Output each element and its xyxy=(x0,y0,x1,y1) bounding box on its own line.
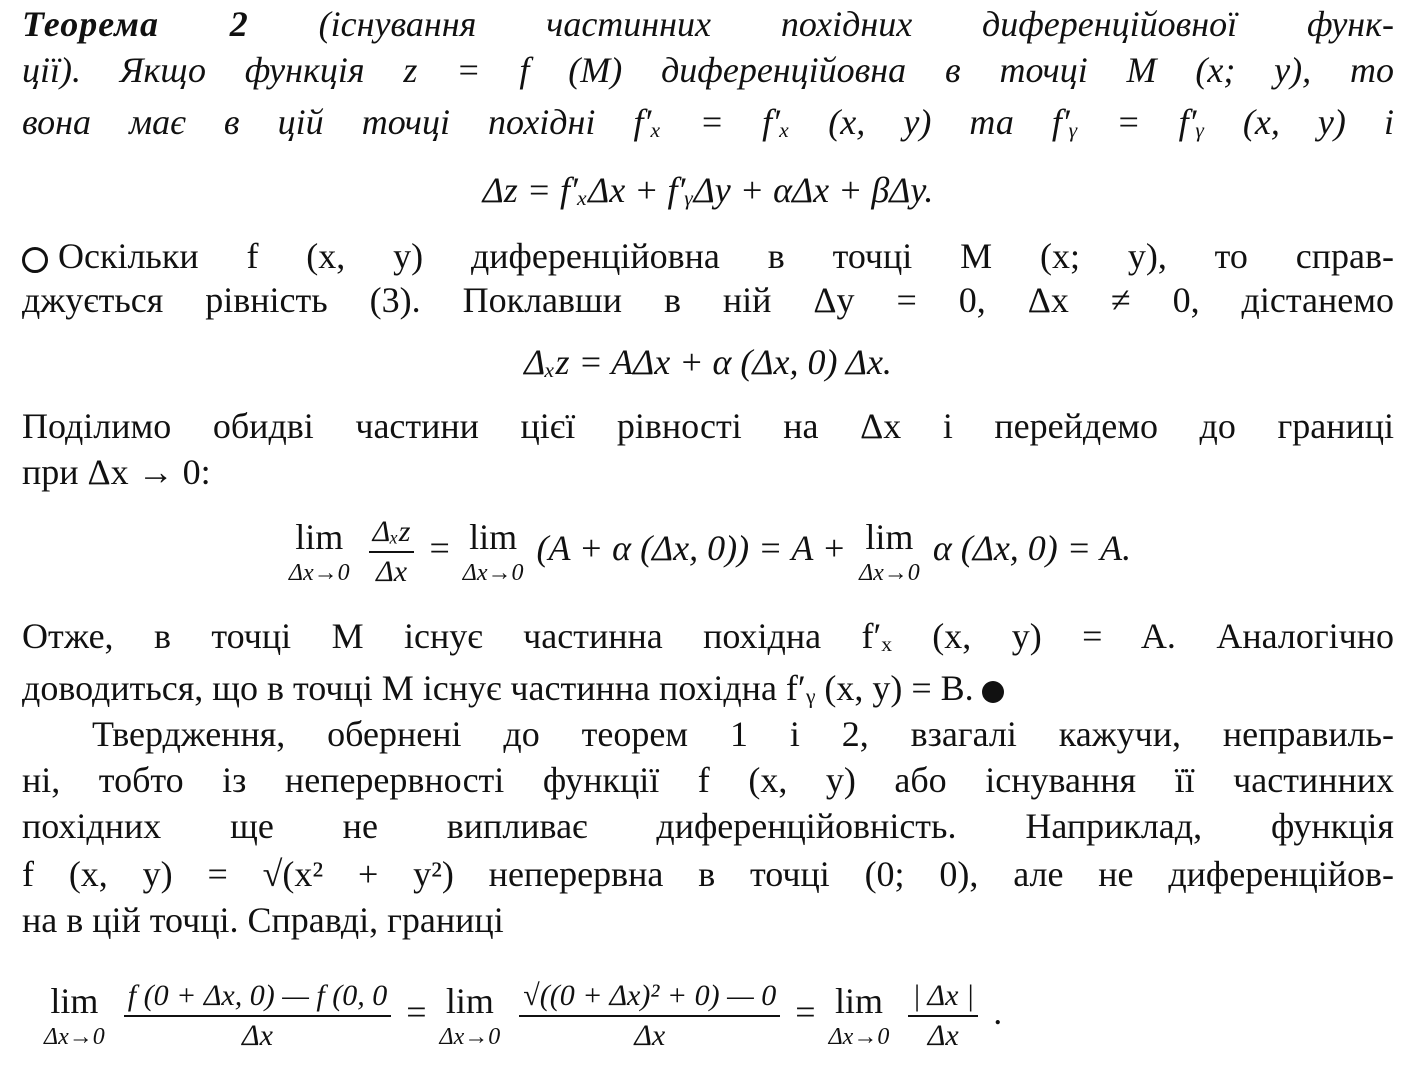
formula-limit-2 xyxy=(40,962,1390,1062)
proof-text-1: Оскільки f (x, y) диференційовна в точці M (x; y), то справ- xyxy=(58,236,1394,276)
period: . xyxy=(993,992,1003,1032)
limit-operator: lim Δx→0 xyxy=(462,516,524,586)
para3-text-2: доводиться, що в точці M існує частинна похідна f′ᵧ (x, y) = B. xyxy=(22,668,974,708)
limit-operator: lim Δx→0 xyxy=(859,516,920,586)
para2-line-2: при Δx → 0: xyxy=(22,452,211,492)
para2-line-1: Поділимо обидві частини цієї рівності на Δx і перейдемо до границі xyxy=(22,406,1394,446)
theorem-line-2: ції). Якщо функція z = f (M) диференційовна в точці M (x; y), то xyxy=(22,50,1394,90)
equals-sign: = xyxy=(795,992,816,1032)
fraction: $\frac{\text{√((0 + Δx)² + 0) — 0}}{\Delta x}$ xyxy=(519,981,780,1051)
formula-partial-increment: Δₓz = AΔx + α (Δx, 0) Δx. xyxy=(524,342,892,382)
formula-part: α (Δx, 0) = A. xyxy=(932,528,1132,568)
limit-operator: lim Δx→0 xyxy=(44,980,105,1050)
para3-line-2 xyxy=(22,666,1394,710)
formula-limit xyxy=(22,506,1394,590)
proof-start-icon xyxy=(22,247,48,273)
theorem-line-3: вона має в цій точці похідні f′ₓ = f′ₓ (x, y) та f′ᵧ = f′ᵧ (x, y) і xyxy=(22,102,1394,142)
fraction: $\frac{f (0 + \Delta x, 0) — f (0, 0}{\Delta x}$ xyxy=(124,981,391,1051)
para4-line-2: ні, тобто із неперервності функції f (x, y) або існування її частинних xyxy=(22,760,1394,800)
equals-sign: = xyxy=(406,992,427,1032)
formula-part: (A + α (Δx, 0)) = A + xyxy=(536,528,856,568)
theorem-line-1 xyxy=(22,2,1394,46)
theorem-heading: (існування частинних похідних диференційовної функ- xyxy=(318,4,1394,44)
proof-end-icon xyxy=(982,681,1004,703)
para4-line-4: f (x, y) = √(x² + y²) неперервна в точці (0; 0), але не диференційов- xyxy=(22,854,1394,894)
equals-sign: = xyxy=(429,528,459,568)
limit-operator: lim Δx→0 xyxy=(828,980,890,1050)
para3-line-1: Отже, в точці M існує частинна похідна f′ₓ (x, y) = A. Аналогічно xyxy=(22,616,1394,656)
limit-operator: lim Δx→0 xyxy=(439,980,501,1050)
theorem-title: Теорема 2 xyxy=(22,4,249,44)
formula-increment: Δz = f′ₓΔx + f′ᵧΔy + αΔx + βΔy. xyxy=(482,170,934,210)
para4-line-1: Твердження, обернені до теорем 1 і 2, взагалі кажучи, неправиль- xyxy=(92,714,1394,754)
proof-line-2: джується рівність (3). Поклавши в ній Δy = 0, Δx ≠ 0, дістанемо xyxy=(22,280,1394,320)
limit-operator: lim Δx→0 xyxy=(288,516,350,586)
para4-line-3: похідних ще не випливає диференційовність. Наприклад, функція xyxy=(22,806,1394,846)
fraction: $\frac{\text{Δₓz}}{\Delta x}$ xyxy=(369,517,415,587)
proof-line-1 xyxy=(22,234,1394,278)
para4-line-5: на в цій точці. Справді, границі xyxy=(22,900,504,940)
fraction: $\frac{| \Delta x |}{\Delta x}$ xyxy=(908,981,978,1051)
